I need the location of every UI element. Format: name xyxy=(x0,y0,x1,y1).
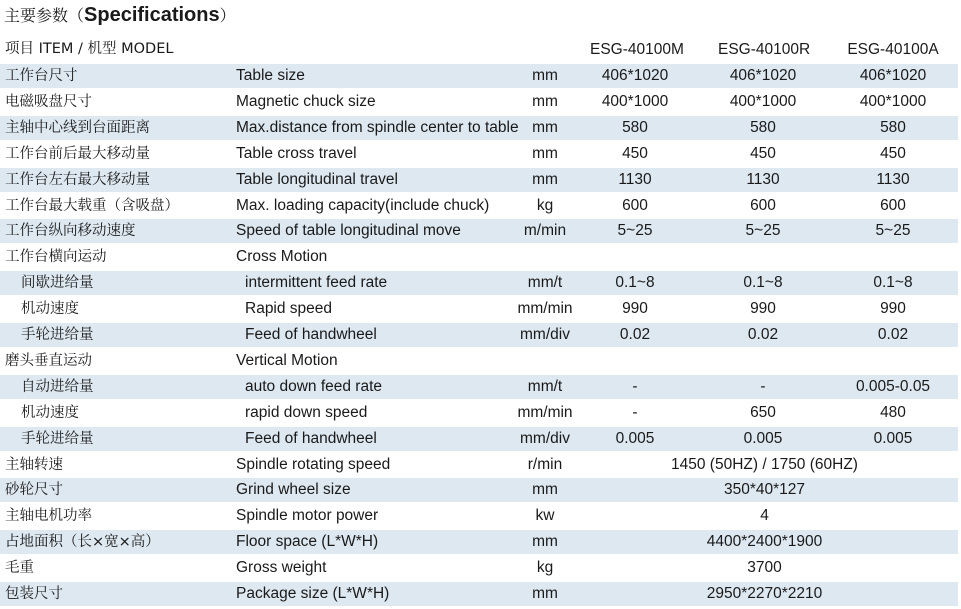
value-model-3: 450 xyxy=(880,145,906,162)
item-chinese: 工作台尺寸 xyxy=(5,68,78,84)
item-chinese: 工作台最大载重（含吸盘） xyxy=(5,198,179,214)
header-model-3: ESG-40100A xyxy=(847,41,939,58)
item-chinese: 主轴中心线到台面距离 xyxy=(5,120,150,136)
value-model-3: 480 xyxy=(880,404,906,421)
table-header xyxy=(0,37,961,62)
value-model-3: 0.1~8 xyxy=(873,274,913,291)
table-row xyxy=(0,64,958,88)
item-english: Magnetic chuck size xyxy=(236,93,376,110)
value-model-3: 580 xyxy=(880,119,906,136)
value-model-1: 0.005 xyxy=(615,430,655,447)
title-english: Specifications xyxy=(84,4,220,26)
value-all-models: 2950*2270*2210 xyxy=(706,585,823,602)
item-unit: mm/min xyxy=(517,300,573,317)
item-unit: mm/div xyxy=(520,326,570,343)
value-model-1: 5~25 xyxy=(617,222,653,239)
table-row xyxy=(0,349,958,373)
table-row xyxy=(0,194,958,218)
item-unit: kg xyxy=(536,559,554,576)
table-row xyxy=(0,219,958,243)
item-unit: mm xyxy=(532,145,558,162)
item-chinese: 工作台横向运动 xyxy=(5,249,107,265)
item-unit: mm xyxy=(532,585,558,602)
value-model-2: 1130 xyxy=(746,171,780,188)
item-unit: kw xyxy=(535,507,555,524)
value-model-1: - xyxy=(632,378,638,395)
item-unit: mm xyxy=(532,119,558,136)
item-chinese: 包装尺寸 xyxy=(5,586,63,602)
item-chinese: 工作台左右最大移动量 xyxy=(5,172,150,188)
table-row xyxy=(0,168,958,192)
item-chinese: 工作台纵向移动速度 xyxy=(5,223,136,239)
item-unit: mm xyxy=(532,481,558,498)
table-row xyxy=(0,401,958,425)
item-chinese: 占地面积（长×宽×高） xyxy=(5,534,160,550)
item-chinese: 手轮进给量 xyxy=(21,327,94,343)
item-chinese: 自动进给量 xyxy=(21,379,94,395)
table-row xyxy=(0,90,958,114)
item-english: Feed of handwheel xyxy=(245,430,377,447)
value-model-1: 1130 xyxy=(618,171,652,188)
value-model-1: 406*1020 xyxy=(601,67,669,84)
table-row xyxy=(0,271,958,295)
value-all-models: 350*40*127 xyxy=(723,481,806,498)
item-chinese: 机动速度 xyxy=(21,301,79,317)
item-unit: mm/min xyxy=(517,404,573,421)
item-english: Spindle rotating speed xyxy=(236,456,391,473)
table-row xyxy=(0,142,958,166)
value-model-3: 0.005 xyxy=(873,430,913,447)
item-unit: m/min xyxy=(523,222,567,239)
item-english: intermittent feed rate xyxy=(245,274,388,291)
value-model-2: 5~25 xyxy=(745,222,781,239)
page-title xyxy=(4,2,236,28)
item-unit: mm xyxy=(532,171,558,188)
table-row xyxy=(0,530,958,554)
value-model-2: 450 xyxy=(750,145,776,162)
table-row xyxy=(0,582,958,606)
title-close-paren: ） xyxy=(219,6,236,25)
item-unit: mm xyxy=(532,533,558,550)
value-model-1: 450 xyxy=(622,145,648,162)
item-chinese: 主轴转速 xyxy=(5,457,63,473)
value-model-1: 0.1~8 xyxy=(615,274,655,291)
table-row xyxy=(0,556,958,580)
value-model-2: 580 xyxy=(750,119,776,136)
table-row xyxy=(0,453,958,477)
value-model-2: 990 xyxy=(750,300,776,317)
table-row xyxy=(0,323,958,347)
value-all-models: 4400*2400*1900 xyxy=(706,533,823,550)
item-english: Spindle motor power xyxy=(236,507,379,524)
item-chinese: 毛重 xyxy=(5,560,34,576)
value-model-3: 1130 xyxy=(876,171,910,188)
value-model-2: 0.005 xyxy=(743,430,783,447)
value-model-3: 5~25 xyxy=(875,222,911,239)
value-model-3: 400*1000 xyxy=(859,93,927,110)
header-label: 项目 ITEM / 机型 MODEL xyxy=(5,41,174,57)
header-model-1: ESG-40100M xyxy=(590,41,684,58)
item-english: Max. loading capacity(include chuck) xyxy=(236,197,490,214)
table-row xyxy=(0,297,958,321)
value-all-models: 3700 xyxy=(747,559,782,576)
value-model-3: 990 xyxy=(880,300,906,317)
item-unit: mm xyxy=(532,67,558,84)
value-model-2: 0.1~8 xyxy=(743,274,783,291)
item-english: Rapid speed xyxy=(245,300,333,317)
value-all-models: 4 xyxy=(760,507,769,524)
item-english: Feed of handwheel xyxy=(245,326,377,343)
value-model-2: 650 xyxy=(750,404,776,421)
item-unit: mm/t xyxy=(527,378,563,395)
item-unit: r/min xyxy=(527,456,563,473)
table-row xyxy=(0,427,958,451)
value-model-2: 600 xyxy=(750,197,776,214)
item-english: Vertical Motion xyxy=(236,352,338,369)
value-model-1: 400*1000 xyxy=(601,93,669,110)
value-model-2: - xyxy=(760,378,766,395)
item-chinese: 间歇进给量 xyxy=(21,275,94,291)
value-model-2: 406*1020 xyxy=(729,67,797,84)
table-row xyxy=(0,504,958,528)
value-model-3: 0.005-0.05 xyxy=(855,378,931,395)
item-english: Floor space (L*W*H) xyxy=(236,533,379,550)
item-english: Max.distance from spindle center to table xyxy=(236,119,519,136)
item-unit: mm/t xyxy=(527,274,563,291)
item-english: Package size (L*W*H) xyxy=(236,585,390,602)
table-row xyxy=(0,245,958,269)
item-chinese: 机动速度 xyxy=(21,405,79,421)
item-english: Table longitudinal travel xyxy=(236,171,398,188)
item-unit: mm xyxy=(532,93,558,110)
item-chinese: 电磁吸盘尺寸 xyxy=(5,94,92,110)
item-english: Table cross travel xyxy=(236,145,357,162)
item-english: Table size xyxy=(236,67,305,84)
item-unit: mm/div xyxy=(520,430,570,447)
value-model-3: 600 xyxy=(880,197,906,214)
item-english: Speed of table longitudinal move xyxy=(236,222,461,239)
value-model-1: 990 xyxy=(622,300,648,317)
item-english: Grind wheel size xyxy=(236,481,351,498)
value-model-1: - xyxy=(632,404,638,421)
item-chinese: 工作台前后最大移动量 xyxy=(5,146,150,162)
value-model-3: 406*1020 xyxy=(859,67,927,84)
header-model-2: ESG-40100R xyxy=(718,41,811,58)
item-english: auto down feed rate xyxy=(245,378,383,395)
value-model-2: 400*1000 xyxy=(729,93,797,110)
table-row xyxy=(0,478,958,502)
item-chinese: 手轮进给量 xyxy=(21,431,94,447)
table-row xyxy=(0,375,958,399)
title-chinese: 主要参数（ xyxy=(4,6,85,25)
value-model-1: 600 xyxy=(622,197,648,214)
item-chinese: 砂轮尺寸 xyxy=(5,482,63,498)
item-unit: kg xyxy=(536,197,554,214)
item-english: Cross Motion xyxy=(236,248,328,265)
value-model-2: 0.02 xyxy=(747,326,779,343)
value-model-3: 0.02 xyxy=(877,326,909,343)
table-row xyxy=(0,116,958,140)
item-chinese: 磨头垂直运动 xyxy=(5,353,92,369)
value-model-1: 580 xyxy=(622,119,648,136)
item-english: rapid down speed xyxy=(245,404,368,421)
value-model-1: 0.02 xyxy=(619,326,651,343)
item-english: Gross weight xyxy=(236,559,327,576)
item-chinese: 主轴电机功率 xyxy=(5,508,92,524)
value-all-models: 1450 (50HZ) / 1750 (60HZ) xyxy=(671,456,858,473)
